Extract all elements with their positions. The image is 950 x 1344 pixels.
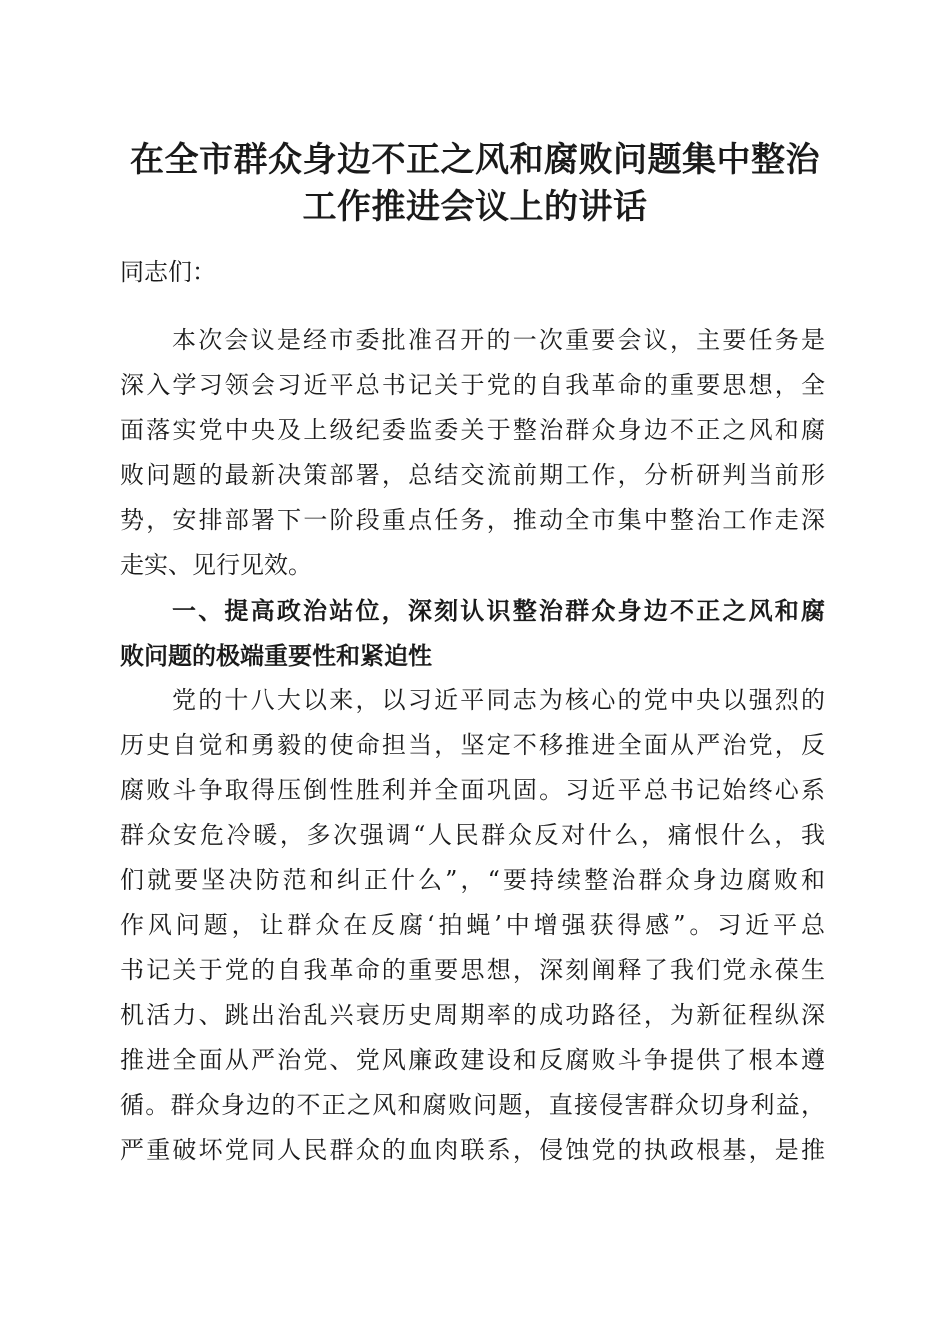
paragraph-2-line: 严重破坏党同人民群众的血肉联系，侵蚀党的执政根基，是推: [120, 1136, 825, 1164]
paragraph-2-line: 循。群众身边的不正之风和腐败问题，直接侵害群众切身利益，: [120, 1091, 825, 1119]
paragraph-2-line: 群众安危冷暖，多次强调“人民群众反对什么，痛恨什么，我: [120, 821, 825, 849]
salutation: 同志们：: [120, 258, 216, 286]
paragraph-1-line: 势，安排部署下一阶段重点任务，推动全市集中整治工作走深: [120, 506, 825, 534]
paragraph-2-line: 党的十八大以来，以习近平同志为核心的党中央以强烈的: [172, 686, 825, 714]
paragraph-1-line: 走实、见行见效。: [120, 551, 312, 579]
paragraph-2-line: 们就要坚决防范和纠正什么”，“要持续整治群众身边腐败和: [120, 866, 825, 894]
paragraph-1-line: 深入学习领会习近平总书记关于党的自我革命的重要思想，全: [120, 371, 825, 399]
paragraph-1-line: 败问题的最新决策部署，总结交流前期工作，分析研判当前形: [120, 461, 825, 489]
paragraph-2-line: 书记关于党的自我革命的重要思想，深刻阐释了我们党永葆生: [120, 956, 825, 984]
section-heading-1-line: 一、提高政治站位，深刻认识整治群众身边不正之风和腐: [172, 597, 825, 625]
paragraph-1-line: 本次会议是经市委批准召开的一次重要会议，主要任务是: [172, 326, 825, 354]
document-title-line-2: 工作推进会议上的讲话: [302, 187, 648, 227]
paragraph-2-line: 腐败斗争取得压倒性胜利并全面巩固。习近平总书记始终心系: [120, 776, 825, 804]
section-heading-1-line: 败问题的极端重要性和紧迫性: [120, 642, 432, 670]
paragraph-2-line: 作风问题，让群众在反腐‘拍蝇’中增强获得感”。习近平总: [120, 911, 825, 939]
paragraph-2-line: 推进全面从严治党、党风廉政建设和反腐败斗争提供了根本遵: [120, 1046, 825, 1074]
document-title-line-1: 在全市群众身边不正之风和腐败问题集中整治: [130, 140, 820, 180]
paragraph-2-line: 历史自觉和勇毅的使命担当，坚定不移推进全面从严治党，反: [120, 731, 825, 759]
paragraph-1-line: 面落实党中央及上级纪委监委关于整治群众身边不正之风和腐: [120, 416, 825, 444]
paragraph-2-line: 机活力、跳出治乱兴衰历史周期率的成功路径，为新征程纵深: [120, 1001, 825, 1029]
